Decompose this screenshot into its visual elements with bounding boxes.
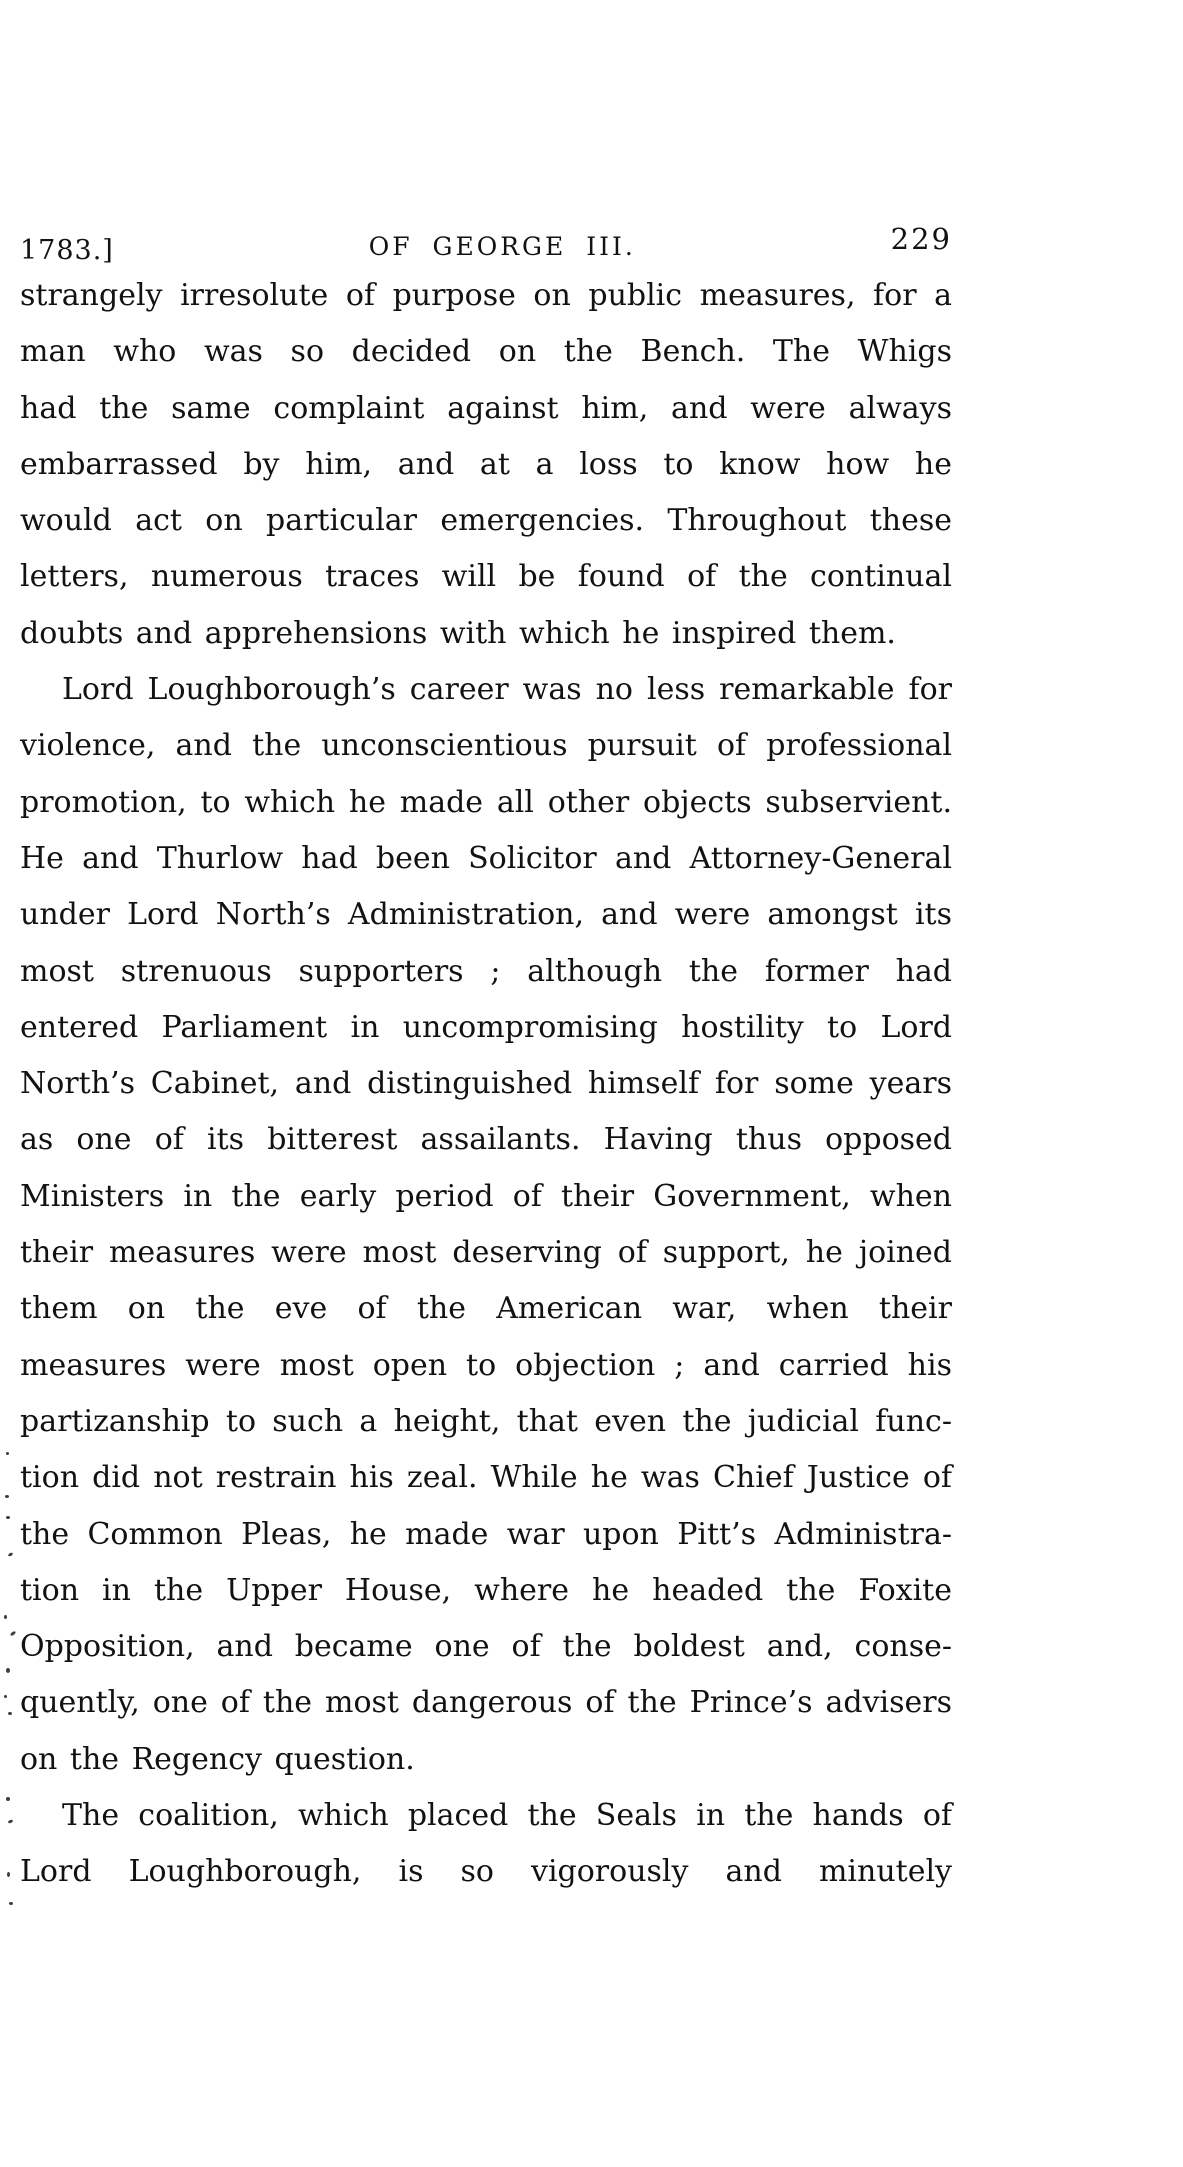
text-line: them on the eve of the American war, when their (20, 1291, 952, 1327)
ink-speckle (6, 1452, 9, 1455)
text-line: doubts and apprehensions with which he inspired them. (20, 615, 896, 651)
ink-speckle (7, 1872, 10, 1877)
text-line: most strenuous supporters ; although the former had (20, 953, 952, 989)
text-line: entered Parliament in uncompromising hostility to Lord (20, 1009, 952, 1045)
text-line: on the Regency question. (20, 1741, 415, 1777)
text-line: strangely irresolute of purpose on public measures, for a (20, 278, 952, 313)
text-line: man who was so decided on the Bench. The Whigs (20, 334, 952, 370)
text-line: letters, numerous traces will be found of the continual (20, 559, 952, 595)
text-line: their measures were most deserving of support, he joined (20, 1235, 952, 1271)
text-line: the Common Pleas, he made war upon Pitt’s Administra- (20, 1516, 952, 1552)
text-line: as one of its bitterest assailants. Having thus opposed (20, 1122, 952, 1158)
text-line: He and Thurlow had been Solicitor and Attorney-General (20, 840, 952, 876)
ink-speckle (8, 1819, 14, 1824)
header-date-label: 1783.] (20, 235, 114, 266)
ink-speckle (8, 1712, 12, 1715)
text-line: promotion, to which he made all other objects subservient. (20, 784, 952, 820)
ink-speckle (6, 1516, 10, 1519)
ink-speckle (9, 1902, 13, 1905)
text-line: Ministers in the early period of their Government, when (20, 1178, 952, 1214)
text-line: North’s Cabinet, and distinguished himself for some years (20, 1066, 952, 1102)
ink-speckle (8, 1552, 14, 1557)
text-line: under Lord North’s Administration, and were amongst its (20, 897, 952, 933)
text-line: tion did not restrain his zeal. While he was Chief Justice of (20, 1460, 952, 1496)
text-line: violence, and the unconscientious pursuit of professional (20, 728, 952, 764)
text-line: quently, one of the most dangerous of the Prince’s advisers (20, 1685, 952, 1721)
text-line: measures were most open to objection ; and carried his (20, 1347, 952, 1383)
text-line: tion in the Upper House, where he headed the Foxite (20, 1572, 952, 1608)
page-body (20, 268, 952, 1901)
text-line: Lord Loughborough’s career was no less remarkable for (62, 672, 952, 708)
text-line: Lord Loughborough, is so vigorously and minutely (20, 1854, 952, 1890)
page-number: 229 (890, 222, 952, 256)
ink-speckle (6, 1797, 10, 1801)
text-line: embarrassed by him, and at a loss to know how he (20, 446, 952, 482)
text-line: The coalition, which placed the Seals in the hands of (62, 1798, 952, 1834)
ink-speckle (4, 1615, 7, 1619)
text-line: Opposition, and became one of the boldest and, conse- (20, 1629, 952, 1665)
text-line: had the same complaint against him, and were always (20, 390, 952, 426)
text-line: partizanship to such a height, that even the judicial func- (20, 1403, 952, 1439)
page-header (20, 222, 952, 266)
ink-speckle (5, 1495, 9, 1498)
running-title: OF GEORGE III. (368, 232, 636, 261)
ink-speckle (6, 1668, 10, 1673)
text-line: would act on particular emergencies. Throughout these (20, 503, 952, 539)
ink-speckle (10, 1631, 17, 1637)
ink-speckle (4, 1695, 7, 1698)
